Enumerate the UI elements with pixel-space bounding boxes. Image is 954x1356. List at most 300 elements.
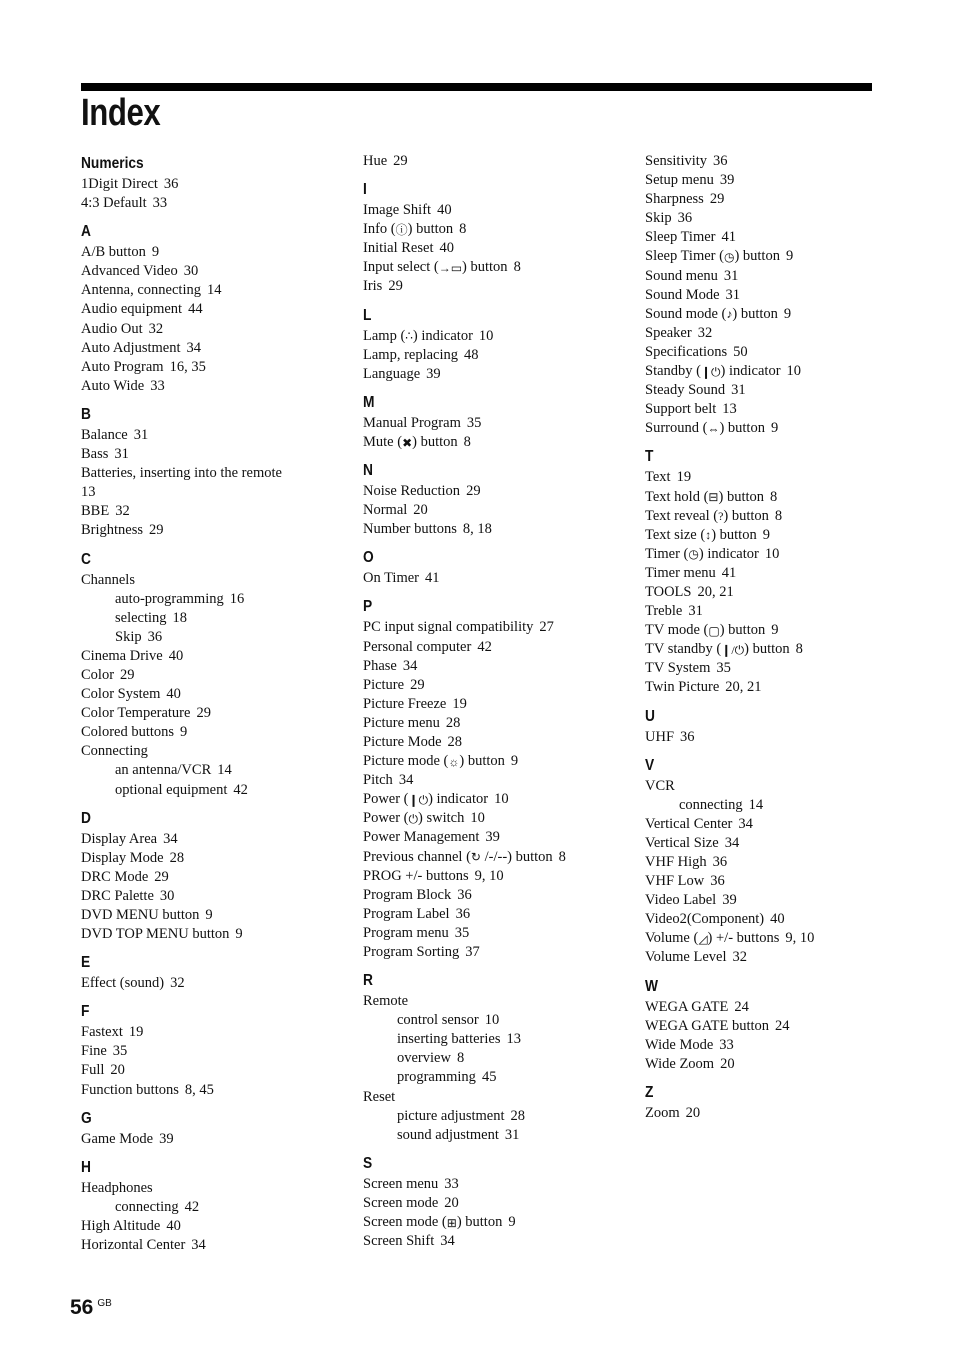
index-entry <box>81 262 351 281</box>
index-letter-heading: D <box>81 809 91 827</box>
entry-term: Power ( <box>363 810 409 827</box>
index-entry <box>81 445 351 464</box>
entry-page-ref[interactable]: 33 <box>152 195 168 212</box>
index-entry <box>645 583 915 602</box>
entry-page-ref[interactable]: 10 <box>470 810 485 827</box>
entry-term: Antenna, connecting <box>81 282 201 299</box>
entry-term: connecting <box>115 1198 179 1215</box>
entry-page-ref[interactable]: 19 <box>452 695 467 712</box>
entry-page-ref[interactable]: 33 <box>150 377 165 394</box>
index-entry <box>363 638 633 657</box>
entry-page-ref[interactable]: 10 <box>764 545 780 562</box>
entry-term: DVD TOP MENU button <box>81 926 230 943</box>
index-entry <box>81 830 351 849</box>
index-entry <box>81 974 351 993</box>
entry-page-ref[interactable]: 34 <box>738 815 753 832</box>
index-entry <box>645 929 915 948</box>
entry-page-ref[interactable]: 36 <box>457 886 472 903</box>
index-letter-heading: S <box>363 1154 373 1172</box>
entry-term: Info ( <box>363 221 396 238</box>
entry-term-suffix: ) indicator <box>428 791 489 808</box>
entry-page-ref[interactable]: 31 <box>723 267 739 284</box>
index-entry <box>363 258 633 277</box>
button-symbol-icon: ⊞ <box>446 1215 457 1230</box>
entry-term: On Timer <box>363 570 420 587</box>
entry-page-ref[interactable]: 20 <box>110 1062 125 1079</box>
entry-term: A/B button <box>81 244 146 261</box>
index-entry <box>363 848 633 867</box>
entry-page-ref[interactable]: 10 <box>494 791 509 808</box>
index-entry <box>81 666 351 685</box>
entry-page-ref[interactable]: 31 <box>114 446 129 463</box>
entry-page-ref[interactable]: 39 <box>159 1130 174 1147</box>
entry-page-ref[interactable]: 34 <box>402 657 418 674</box>
index-entry <box>645 640 915 659</box>
index-entry <box>645 343 915 362</box>
index-entry <box>81 1217 351 1236</box>
entry-page-ref[interactable]: 8 <box>513 259 521 276</box>
entry-page-ref[interactable]: 31 <box>504 1126 520 1143</box>
index-entry <box>645 488 915 507</box>
entry-page-ref[interactable]: 35 <box>454 924 470 941</box>
index-letter-heading: U <box>645 707 655 725</box>
entry-page-ref[interactable]: 33 <box>719 1036 734 1053</box>
entry-page-ref[interactable]: 14 <box>207 282 222 299</box>
entry-page-ref[interactable]: 45 <box>481 1069 497 1086</box>
index-entry <box>81 1042 351 1061</box>
index-subentry <box>363 1011 633 1030</box>
entry-term: Lamp ( <box>363 327 406 344</box>
button-symbol-icon: ⇔ <box>707 421 720 436</box>
index-entry <box>363 1175 633 1194</box>
entry-page-ref[interactable]: 10 <box>786 363 802 380</box>
entry-term: Volume ( <box>645 930 699 947</box>
index-entry <box>81 521 351 540</box>
entry-page-ref[interactable]: 41 <box>721 564 737 581</box>
index-entry <box>645 305 915 324</box>
entry-page-ref[interactable]: 42 <box>477 638 492 655</box>
entry-term-suffix: ) button <box>718 488 764 505</box>
entry-term: Text <box>645 469 671 486</box>
entry-term-suffix: ) button <box>462 259 508 276</box>
entry-page-ref[interactable]: 35 <box>112 1043 128 1060</box>
entry-page-ref[interactable]: 10 <box>478 327 494 344</box>
entry-page-ref[interactable]: 36 <box>147 628 163 645</box>
entry-page-ref[interactable]: 20, 21 <box>725 679 762 696</box>
entry-page-ref[interactable]: 29 <box>709 191 725 208</box>
index-entry <box>645 400 915 419</box>
index-entry <box>645 267 915 286</box>
index-letter-heading: T <box>645 448 654 466</box>
entry-term: Language <box>363 365 421 382</box>
entry-page-ref[interactable]: 29 <box>120 666 135 683</box>
entry-page-ref[interactable]: 29 <box>154 868 169 885</box>
entry-page-ref[interactable]: 29 <box>196 705 211 722</box>
index-entry <box>645 602 915 621</box>
entry-page-ref[interactable]: 19 <box>676 469 692 486</box>
entry-page-ref[interactable]: 9, 10 <box>785 930 815 947</box>
entry-page-ref[interactable]: 39 <box>485 829 500 846</box>
entry-term: Function buttons <box>81 1081 179 1098</box>
entry-page-ref[interactable]: 34 <box>440 1233 455 1250</box>
entry-term: Setup menu <box>645 172 714 189</box>
entry-term: selecting <box>115 609 167 626</box>
entry-page-ref[interactable]: 32 <box>115 503 130 520</box>
entry-page-ref[interactable]: 34 <box>191 1237 206 1254</box>
entry-term: Display Mode <box>81 849 164 866</box>
entry-term: Text reveal ( <box>645 507 719 524</box>
index-entry <box>645 1017 915 1036</box>
entry-page-ref[interactable]: 41 <box>425 570 440 587</box>
button-symbol-icon: ⊟ <box>708 490 719 505</box>
index-entry <box>645 324 915 343</box>
entry-term: DRC Mode <box>81 868 149 885</box>
button-symbol-icon: ∴ <box>405 329 413 344</box>
entry-term: Text size ( <box>645 526 706 543</box>
index-subentry <box>363 1030 633 1049</box>
entry-term: Text hold ( <box>645 488 709 505</box>
entry-page-ref[interactable]: 34 <box>163 830 178 847</box>
entry-term: Auto Adjustment <box>81 339 181 356</box>
entry-page-ref[interactable]: 18 <box>172 609 188 626</box>
entry-page-ref[interactable]: 42 <box>184 1198 200 1215</box>
entry-page-ref[interactable]: 42 <box>233 781 248 798</box>
button-symbol-icon: ♪ <box>726 307 733 322</box>
entry-term: Colored buttons <box>81 724 175 741</box>
entry-page-ref[interactable]: 40 <box>168 647 184 664</box>
entry-page-ref[interactable]: 9 <box>771 622 779 639</box>
index-entry <box>645 190 915 209</box>
entry-term: UHF <box>645 728 675 745</box>
entry-term: BBE <box>81 503 110 520</box>
entry-term: Picture mode ( <box>363 753 449 770</box>
index-entry <box>363 1213 633 1232</box>
entry-page-ref[interactable]: 19 <box>128 1024 144 1041</box>
entry-term-suffix: ) button <box>412 433 458 450</box>
entry-page-ref[interactable]: 8 <box>795 641 803 658</box>
entry-page-ref[interactable]: 32 <box>697 324 713 341</box>
entry-page-ref[interactable]: 8 <box>459 221 467 238</box>
index-subentry <box>363 1049 633 1068</box>
index-entry <box>645 247 915 266</box>
entry-page-ref[interactable]: 40 <box>439 240 454 257</box>
button-symbol-icon: ◷ <box>688 547 699 562</box>
entry-page-ref[interactable]: 35 <box>466 414 482 431</box>
entry-page-ref[interactable]: 35 <box>716 660 731 677</box>
entry-page-ref[interactable]: 10 <box>484 1012 500 1029</box>
entry-page-ref[interactable]: 41 <box>721 229 736 246</box>
index-entry <box>81 1236 351 1255</box>
entry-term: Horizontal Center <box>81 1237 186 1254</box>
button-symbol-icon: →▭ <box>438 261 463 276</box>
entry-page-ref[interactable]: 20 <box>720 1055 735 1072</box>
entry-term: Image Shift <box>363 202 432 219</box>
entry-term-suffix: ) button <box>719 622 766 639</box>
entry-page-ref[interactable]: 27 <box>539 619 554 636</box>
index-entry <box>645 872 915 891</box>
entry-term: Advanced Video <box>81 263 178 280</box>
index-letter-heading: A <box>81 223 91 241</box>
entry-term: Full <box>81 1062 105 1079</box>
entry-page-ref[interactable]: 36 <box>163 176 179 192</box>
entry-page-ref[interactable]: 34 <box>186 339 201 356</box>
entry-term: Lamp, replacing <box>363 346 459 363</box>
entry-page-ref[interactable]: 36 <box>712 854 728 870</box>
entry-page-ref[interactable]: 20 <box>413 502 428 519</box>
entry-page-ref[interactable]: 34 <box>398 772 414 789</box>
entry-page-ref[interactable]: 28 <box>447 733 463 750</box>
entry-term: Color System <box>81 686 161 703</box>
entry-page-ref[interactable]: 36 <box>710 873 725 890</box>
entry-page-ref[interactable]: 8 <box>558 848 566 865</box>
index-entry <box>81 1061 351 1080</box>
entry-term: High Altitude <box>81 1217 161 1234</box>
index-entry <box>81 243 351 262</box>
index-entry <box>645 998 915 1017</box>
index-letter-heading: I <box>363 181 367 199</box>
entry-page-ref[interactable]: 28 <box>510 1107 526 1124</box>
index-entry <box>81 1023 351 1042</box>
entry-page-ref[interactable]: 29 <box>388 278 403 295</box>
button-symbol-icon: ⓘ <box>395 222 408 237</box>
entry-page-ref[interactable]: 24 <box>775 1017 790 1034</box>
entry-term-suffix: ) button <box>711 526 757 543</box>
entry-page-ref[interactable]: 9 <box>762 526 770 543</box>
index-entry <box>363 433 633 452</box>
index-entry <box>81 887 351 906</box>
index-entry <box>363 152 633 171</box>
entry-term: Sensitivity <box>645 153 708 169</box>
entry-page-ref[interactable]: 13 <box>722 401 737 418</box>
entry-term: Timer ( <box>645 545 689 562</box>
entry-term: Balance <box>81 426 128 443</box>
entry-page-ref[interactable]: 9 <box>510 753 519 770</box>
entry-term: Phase <box>363 657 397 674</box>
entry-term-suffix: ) switch <box>418 810 465 827</box>
index-subentry <box>363 1068 633 1087</box>
index-entry <box>81 742 351 761</box>
entry-term: Power ( <box>363 791 409 808</box>
index-entry <box>645 209 915 228</box>
entry-page-ref[interactable]: 9 <box>508 1214 516 1231</box>
entry-term: Wide Zoom <box>645 1055 715 1072</box>
index-entry <box>645 891 915 910</box>
entry-page-ref[interactable]: 34 <box>724 834 740 851</box>
entry-page-ref[interactable]: 40 <box>166 1217 181 1234</box>
index-entry <box>363 569 633 588</box>
index-entry <box>363 771 633 790</box>
entry-page-ref[interactable]: 8 <box>770 488 778 505</box>
entry-page-ref[interactable]: 9 <box>235 926 243 943</box>
index-entry <box>363 201 633 220</box>
index-entry <box>363 1232 633 1251</box>
entry-page-ref[interactable]: 9 <box>770 420 779 437</box>
entry-term: Mute ( <box>363 433 403 450</box>
index-entry <box>81 502 351 521</box>
index-entry <box>363 365 633 384</box>
entry-page-ref[interactable]: 14 <box>748 796 764 813</box>
entry-term: picture adjustment <box>397 1107 505 1124</box>
entry-page-ref[interactable]: 33 <box>444 1175 459 1192</box>
entry-term-suffix: ) button <box>459 753 505 770</box>
entry-term: Program menu <box>363 924 449 941</box>
button-symbol-icon: ❙/⏻ <box>721 642 745 657</box>
entry-page-ref[interactable]: 29 <box>149 522 164 539</box>
index-entry <box>81 868 351 887</box>
entry-page-ref[interactable]: 32 <box>732 949 747 966</box>
entry-page-ref[interactable]: 8, 18 <box>462 521 492 538</box>
entry-page-ref[interactable]: 31 <box>688 603 703 620</box>
entry-page-ref[interactable]: 32 <box>170 975 185 992</box>
index-entry <box>645 381 915 400</box>
entry-term-suffix: ) button <box>744 641 790 658</box>
entry-page-ref[interactable]: 39 <box>426 365 441 382</box>
index-entry <box>645 678 915 697</box>
index-entry <box>363 220 633 239</box>
index-entry <box>645 659 915 678</box>
index-entry <box>363 501 633 520</box>
entry-page-ref[interactable]: 36 <box>713 153 728 169</box>
entry-page-ref[interactable]: 14 <box>217 762 232 779</box>
entry-page-ref[interactable]: 9 <box>783 305 792 322</box>
entry-page-ref[interactable]: 39 <box>719 172 735 189</box>
entry-page-ref[interactable]: 36 <box>677 210 693 227</box>
entry-page-ref[interactable]: 8 <box>456 1050 465 1067</box>
entry-term: DRC Palette <box>81 887 154 904</box>
entry-page-ref[interactable]: 31 <box>725 286 741 303</box>
entry-term: 1Digit Direct <box>81 176 158 192</box>
entry-page-ref[interactable]: 28 <box>169 849 185 866</box>
entry-term: Game Mode <box>81 1130 154 1147</box>
index-entry <box>363 327 633 346</box>
entry-term: Auto Wide <box>81 377 145 394</box>
index-subentry <box>363 1107 633 1126</box>
index-entry <box>645 507 915 526</box>
entry-term-suffix: ) button <box>456 1214 503 1231</box>
entry-term: Skip <box>645 210 672 227</box>
index-entry <box>363 752 633 771</box>
index-entry <box>363 277 633 296</box>
entry-page-ref[interactable]: 20 <box>685 1104 701 1121</box>
entry-page-ref[interactable]: 39 <box>722 892 737 909</box>
index-entry <box>81 685 351 704</box>
entry-term: VHF High <box>645 854 707 870</box>
index-subentry <box>81 609 351 628</box>
entry-page-ref[interactable]: 31 <box>731 382 746 399</box>
entry-page-ref[interactable]: 8, 45 <box>184 1081 214 1098</box>
entry-page-ref[interactable]: 36 <box>680 728 695 745</box>
entry-term: Speaker <box>645 324 692 341</box>
entry-term: Remote <box>363 993 409 1010</box>
page-number <box>70 1296 112 1320</box>
index-entry <box>645 1055 915 1074</box>
entry-page-ref[interactable]: 32 <box>148 320 164 337</box>
entry-page-ref[interactable]: 30 <box>159 887 175 904</box>
index-letter-heading: V <box>645 756 655 774</box>
entry-term: PC input signal compatibility <box>363 619 534 636</box>
index-entry <box>81 849 351 868</box>
entry-page-ref[interactable]: 30 <box>183 263 199 280</box>
entry-page-ref[interactable]: 36 <box>455 905 471 922</box>
entry-page-ref[interactable]: 20 <box>444 1194 459 1211</box>
entry-term: auto-programming <box>115 590 224 607</box>
entry-term: programming <box>397 1069 476 1086</box>
entry-page-ref[interactable]: 8 <box>463 433 471 450</box>
entry-term: Auto Program <box>81 358 164 375</box>
index-entry <box>363 414 633 433</box>
index-entry <box>81 426 351 445</box>
entry-page-ref[interactable]: 29 <box>393 153 408 169</box>
entry-page-ref[interactable]: 9 <box>785 248 794 265</box>
index-letter-heading: Z <box>645 1083 654 1101</box>
entry-page-ref[interactable]: 8 <box>774 507 783 524</box>
entry-term: Steady Sound <box>645 382 726 399</box>
entry-page-ref[interactable]: 29 <box>466 483 481 500</box>
entry-page-ref[interactable]: 28 <box>445 714 461 731</box>
entry-page-ref[interactable]: 40 <box>166 686 181 703</box>
entry-page-ref[interactable]: 9, 10 <box>474 867 504 884</box>
entry-page-ref[interactable]: 31 <box>133 426 149 443</box>
entry-page-ref[interactable]: 40 <box>770 911 785 928</box>
index-entry <box>645 419 915 438</box>
page-title: Index <box>81 92 161 134</box>
entry-term: Effect (sound) <box>81 975 165 992</box>
index-entry <box>81 1130 351 1149</box>
entry-page-ref[interactable]: 50 <box>733 343 748 360</box>
index-entry <box>363 618 633 637</box>
entry-page-ref[interactable]: 44 <box>188 301 203 318</box>
index-entry <box>363 1194 633 1213</box>
entry-term: Batteries, inserting into the remote <box>81 465 282 482</box>
entry-page-ref[interactable]: 40 <box>437 202 452 219</box>
entry-term-suffix: ) indicator <box>720 363 781 380</box>
index-letter-heading: G <box>81 1109 92 1127</box>
index-entry <box>645 948 915 967</box>
entry-page-ref[interactable]: 20, 21 <box>697 583 734 600</box>
entry-term: Video Label <box>645 892 717 909</box>
entry-page-ref[interactable]: 37 <box>465 944 480 960</box>
index-entry <box>81 281 351 300</box>
entry-term: Picture <box>363 676 405 693</box>
entry-term: TV System <box>645 660 711 677</box>
entry-term: Standby ( <box>645 363 701 380</box>
index-subentry <box>81 761 351 780</box>
entry-term: Picture Mode <box>363 733 442 750</box>
index-letter-heading: F <box>81 1003 90 1021</box>
entry-term: Specifications <box>645 343 728 360</box>
entry-page-ref[interactable]: 9 <box>151 244 160 261</box>
index-entry <box>363 943 633 962</box>
entry-page-ref[interactable]: 9 <box>205 907 213 923</box>
index-entry <box>645 171 915 190</box>
entry-page-ref[interactable]: 16 <box>229 590 245 607</box>
entry-term: Sound mode ( <box>645 305 727 322</box>
entry-page-ref[interactable]: 16, 35 <box>169 358 206 375</box>
index-subentry <box>81 628 351 647</box>
index-entry <box>363 520 633 539</box>
entry-term: an antenna/VCR <box>115 762 212 779</box>
entry-page-ref[interactable]: 24 <box>734 998 749 1015</box>
entry-page-ref[interactable]: 13 <box>506 1031 521 1048</box>
entry-page-ref[interactable]: 29 <box>410 676 425 693</box>
entry-term: Program Label <box>363 905 450 922</box>
entry-page-ref[interactable]: 9 <box>180 724 188 741</box>
index-letter-heading: E <box>81 954 91 972</box>
index-entry <box>363 992 633 1011</box>
entry-page-ref[interactable]: 48 <box>464 346 479 363</box>
entry-term-suffix: ) button <box>732 305 778 322</box>
entry-term: Sleep Timer ( <box>645 248 724 265</box>
